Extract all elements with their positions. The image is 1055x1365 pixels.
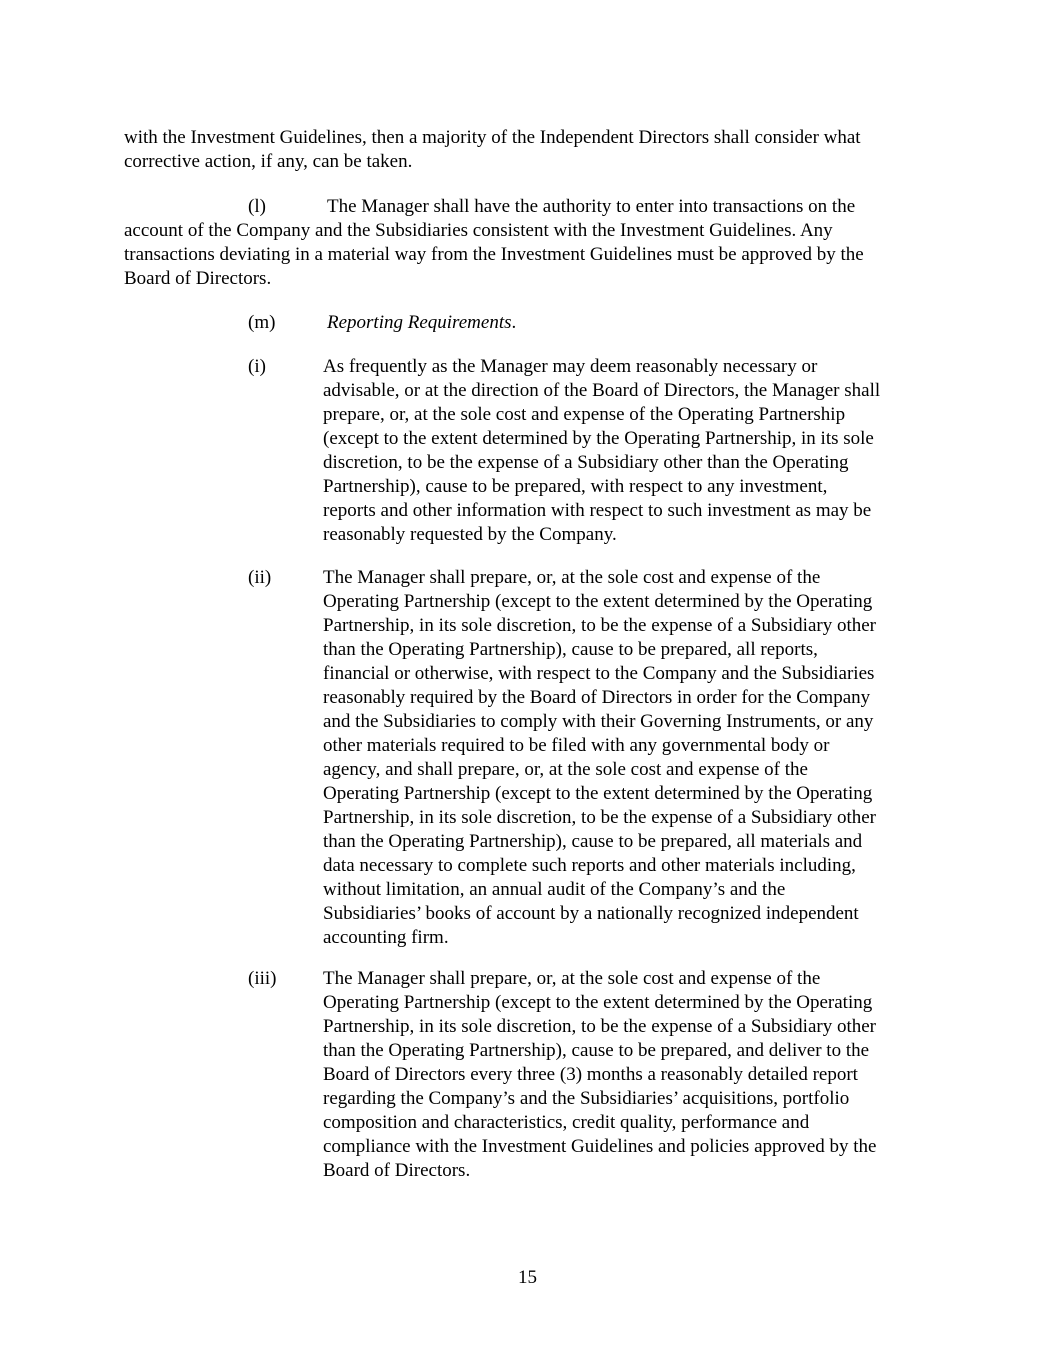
text-line: (except to the extent determined by the Operating Partnership, in its sole <box>323 428 874 449</box>
paragraph-l-first-line <box>327 195 855 219</box>
text-line: reasonably requested by the Company. <box>323 524 617 545</box>
text-line: composition and characteristics, credit quality, performance and <box>323 1112 810 1133</box>
text-line: Operating Partnership (except to the extent determined by the Operating <box>323 783 873 804</box>
text-line: prepare, or, at the sole cost and expense of the Operating Partnership <box>323 404 846 425</box>
item-ii-label: (ii) <box>248 567 272 588</box>
text-line: Partnership), cause to be prepared, with respect to any investment, <box>323 476 828 497</box>
text-line: Operating Partnership (except to the extent determined by the Operating <box>323 591 873 612</box>
text-line: Board of Directors. <box>323 1160 471 1181</box>
paragraph-l-body <box>124 219 864 291</box>
item-iii-label: (iii) <box>248 968 277 989</box>
text-line: without limitation, an annual audit of the Company’s and the <box>323 879 786 900</box>
text-line: with the Investment Guidelines, then a majority of the Independent Directors shall consider what <box>124 127 861 148</box>
text-line: financial or otherwise, with respect to the Company and the Subsidiaries <box>323 663 875 684</box>
text-line: Partnership, in its sole discretion, to be the expense of a Subsidiary other <box>323 615 876 636</box>
text-line: Partnership, in its sole discretion, to be the expense of a Subsidiary other <box>323 1016 876 1037</box>
text-line: accounting firm. <box>323 927 449 948</box>
paragraph-l-label: (l) <box>248 196 266 217</box>
text-line: transactions deviating in a material way from the Investment Guidelines must be approved by the <box>124 244 864 265</box>
text-line: data necessary to complete such reports and other materials including, <box>323 855 856 876</box>
text-line: Subsidiaries’ books of account by a nationally recognized independent <box>323 903 859 924</box>
paragraph-m-label: (m) <box>248 312 276 333</box>
text-line: The Manager shall prepare, or, at the sole cost and expense of the <box>323 968 821 989</box>
text-line: The Manager shall have the authority to enter into transactions on the <box>327 196 856 217</box>
item-iii-body <box>323 967 877 1183</box>
text-line: Board of Directors. <box>124 268 272 289</box>
text-line: agency, and shall prepare, or, at the sole cost and expense of the <box>323 759 808 780</box>
paragraph-m-heading <box>327 311 516 335</box>
text-line: discretion, to be the expense of a Subsidiary other than the Operating <box>323 452 849 473</box>
text-line: than the Operating Partnership), cause to be prepared, all reports, <box>323 639 818 660</box>
heading-period: . <box>511 312 517 333</box>
text-line: advisable, or at the direction of the Board of Directors, the Manager shall <box>323 380 881 401</box>
text-line: reasonably required by the Board of Directors in order for the Company <box>323 687 871 708</box>
text-line: As frequently as the Manager may deem reasonably necessary or <box>323 356 818 377</box>
text-line: regarding the Company’s and the Subsidiaries’ acquisitions, portfolio <box>323 1088 850 1109</box>
item-i-body <box>323 355 880 547</box>
text-line: than the Operating Partnership), cause to be prepared, and deliver to the <box>323 1040 870 1061</box>
text-line: than the Operating Partnership), cause to be prepared, all materials and <box>323 831 863 852</box>
text-line: reports and other information with respect to such investment as may be <box>323 500 872 521</box>
item-i-label: (i) <box>248 356 266 377</box>
text-line: corrective action, if any, can be taken. <box>124 151 413 172</box>
text-line: Partnership, in its sole discretion, to be the expense of a Subsidiary other <box>323 807 876 828</box>
text-line: compliance with the Investment Guidelines and policies approved by the <box>323 1136 877 1157</box>
page-number: 15 <box>518 1267 537 1288</box>
text-line: account of the Company and the Subsidiaries consistent with the Investment Guidelines. Any <box>124 220 833 241</box>
text-line: Board of Directors every three (3) months a reasonably detailed report <box>323 1064 858 1085</box>
paragraph-k-continuation <box>124 126 861 174</box>
text-line: and the Subsidiaries to comply with their Governing Instruments, or any <box>323 711 874 732</box>
text-line: other materials required to be filed with any governmental body or <box>323 735 830 756</box>
item-ii-body <box>323 566 876 950</box>
heading-text: Reporting Requirements <box>327 312 512 333</box>
text-line: Operating Partnership (except to the extent determined by the Operating <box>323 992 873 1013</box>
text-line: The Manager shall prepare, or, at the sole cost and expense of the <box>323 567 821 588</box>
